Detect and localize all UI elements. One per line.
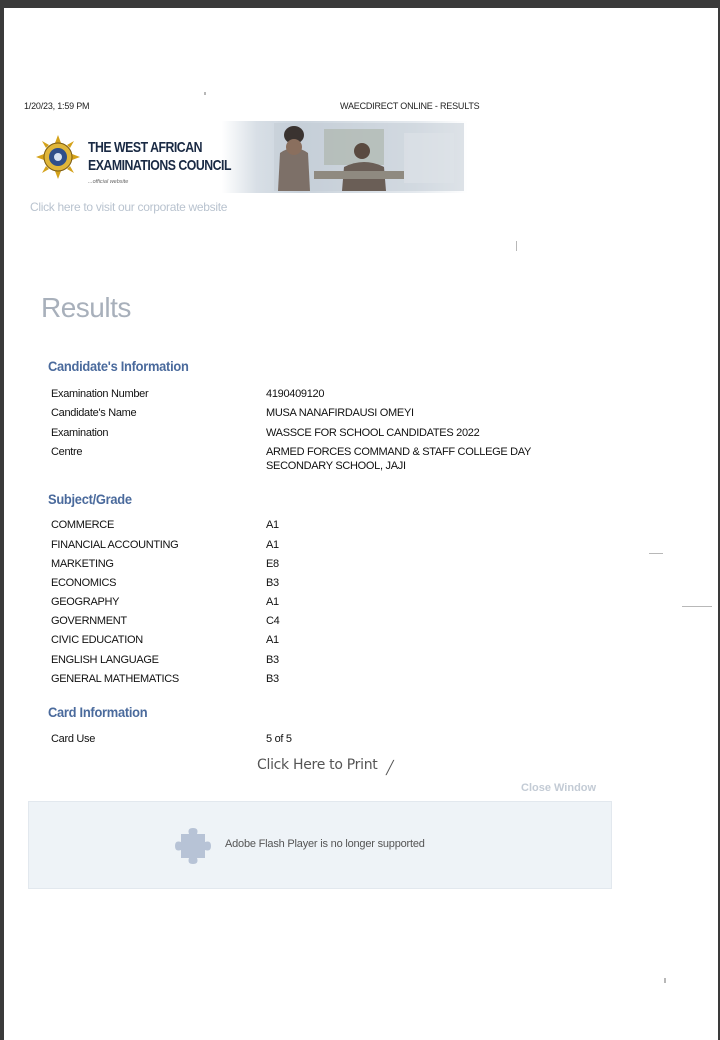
scan-speck (516, 241, 517, 251)
print-button[interactable]: Click Here to Print (257, 757, 378, 773)
mouse-cursor-icon: ╱ (386, 760, 394, 775)
centre-value-line1: ARMED FORCES COMMAND & STAFF COLLEGE DAY (266, 446, 532, 458)
card-use-label: Card Use (51, 733, 96, 745)
subject-name: ENGLISH LANGUAGE (51, 654, 159, 666)
subject-grade: A1 (266, 519, 279, 531)
subject-grade: C4 (266, 615, 280, 627)
centre-label: Centre (51, 446, 83, 458)
organization-name (88, 139, 277, 175)
subject-name: GENERAL MATHEMATICS (51, 673, 179, 685)
print-page-title: WAECDIRECT ONLINE - RESULTS (340, 101, 480, 111)
exam-number-label: Examination Number (51, 388, 149, 400)
examination-label: Examination (51, 427, 109, 439)
centre-value-line2: SECONDARY SCHOOL, JAJI (266, 460, 406, 472)
flash-message: Adobe Flash Player is no longer supported (225, 838, 425, 850)
close-window-link[interactable]: Close Window (521, 782, 597, 794)
candidate-name-label: Candidate's Name (51, 407, 137, 419)
flash-unsupported-box (28, 801, 612, 889)
printed-results-page (4, 8, 718, 1040)
subject-grade: B3 (266, 654, 279, 666)
organization-name-line2: EXAMINATIONS COUNCIL (88, 157, 232, 174)
candidate-name-value: MUSA NANAFIRDAUSI OMEYI (266, 407, 414, 419)
subject-name: GOVERNMENT (51, 615, 127, 627)
subject-name: MARKETING (51, 558, 114, 570)
subject-grade: B3 (266, 577, 279, 589)
subject-name: FINANCIAL ACCOUNTING (51, 539, 179, 551)
subject-name: GEOGRAPHY (51, 596, 120, 608)
subject-grade: A1 (266, 539, 279, 551)
organization-name-line1: THE WEST AFRICAN (88, 139, 202, 156)
waec-seal-icon (36, 135, 80, 179)
card-use-value: 5 of 5 (266, 733, 292, 745)
subject-grade: E8 (266, 558, 279, 570)
card-info-heading: Card Information (48, 704, 148, 720)
waec-banner (28, 121, 468, 193)
centre-value (266, 445, 531, 473)
exam-number-value: 4190409120 (266, 388, 325, 400)
organization-tagline: ...official website (88, 179, 129, 185)
subject-grade: A1 (266, 596, 279, 608)
scan-speck (649, 553, 663, 554)
subject-name: CIVIC EDUCATION (51, 634, 143, 646)
corporate-website-link[interactable]: Click here to visit our corporate website (30, 200, 228, 214)
scan-speck (664, 978, 666, 983)
subject-grade: B3 (266, 673, 279, 685)
puzzle-piece-icon (171, 822, 215, 866)
subject-name: COMMERCE (51, 519, 114, 531)
scan-speck (682, 606, 712, 607)
subject-grade: A1 (266, 634, 279, 646)
subject-grade-heading: Subject/Grade (48, 491, 132, 507)
subject-name: ECONOMICS (51, 577, 117, 589)
students-photo (274, 123, 464, 191)
candidate-info-heading: Candidate's Information (48, 358, 189, 374)
page-title: Results (41, 292, 131, 323)
print-datetime: 1/20/23, 1:59 PM (24, 101, 90, 111)
scan-speck (204, 92, 206, 95)
examination-value: WASSCE FOR SCHOOL CANDIDATES 2022 (266, 427, 480, 439)
